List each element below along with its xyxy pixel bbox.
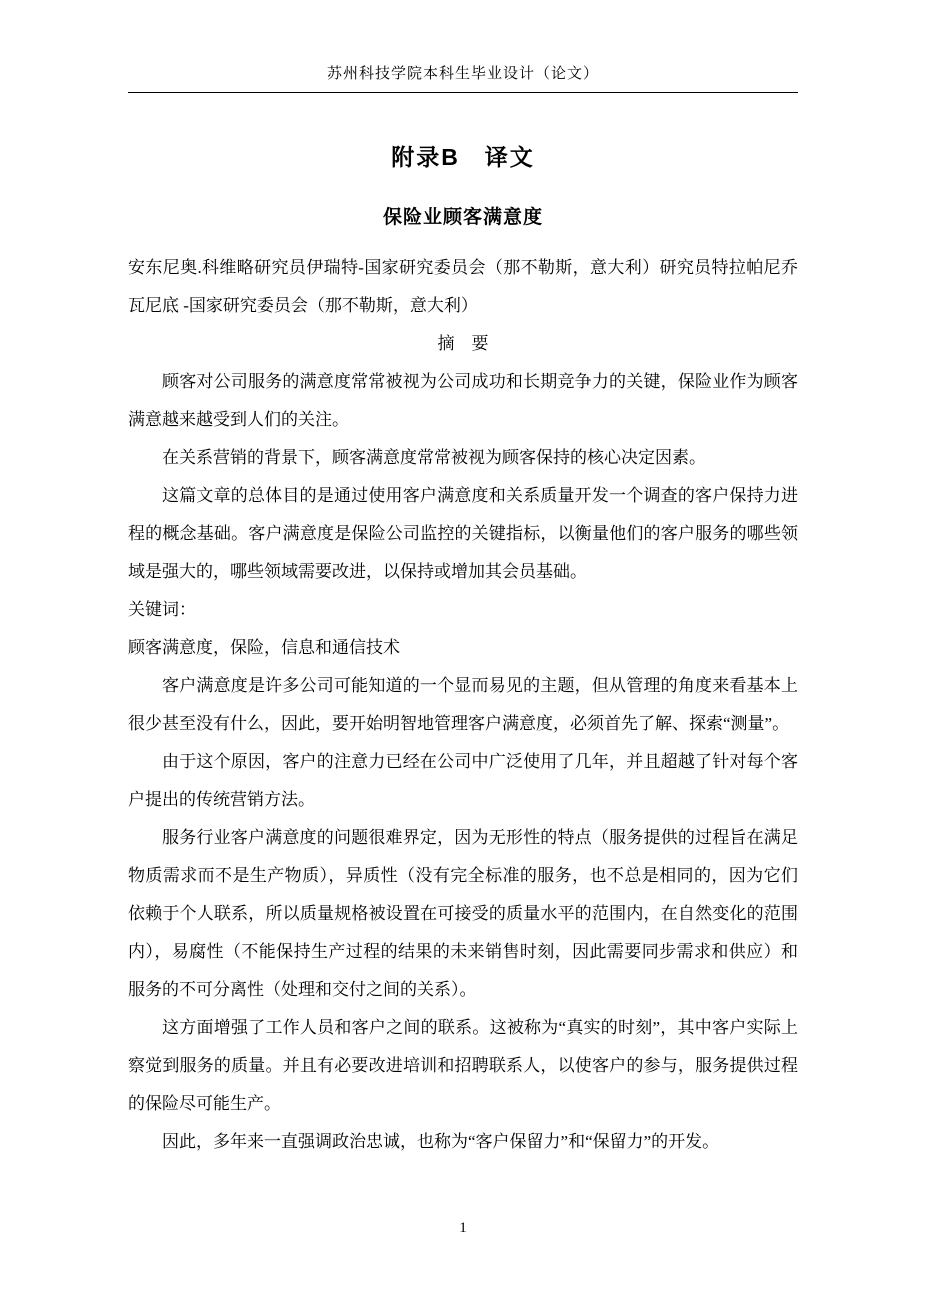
- body-paragraph: 这方面增强了工作人员和客户之间的联系。这被称为“真实的时刻”，其中客户实际上察觉到服务的质量。并且有必要改进培训和招聘联系人，以使客户的参与，服务提供过程的保险尽可能生产。: [128, 1018, 798, 1113]
- header-title: 苏州科技学院本科生毕业设计（论文）: [326, 66, 599, 82]
- authors-line: 安东尼奥.科维略研究员伊瑞特-国家研究委员会（那不勒斯，意大利）研究员特拉帕尼乔瓦尼底 -国家研究委员会（那不勒斯，意大利）: [128, 258, 798, 315]
- abstract-paragraph: 顾客对公司服务的满意度常常被视为公司成功和长期竞争力的关键，保险业作为顾客满意越来越受到人们的关注。: [128, 372, 798, 429]
- keywords-line: 顾客满意度，保险，信息和通信技术: [128, 638, 400, 657]
- page-header: [128, 62, 798, 93]
- document-body: [128, 249, 798, 1161]
- abstract-paragraph: 在关系营销的背景下，顾客满意度常常被视为顾客保持的核心决定因素。: [162, 448, 706, 467]
- keywords-label: 关键词：: [128, 600, 196, 619]
- body-paragraph: 由于这个原因，客户的注意力已经在公司中广泛使用了几年，并且超越了针对每个客户提出的传统营销方法。: [128, 752, 798, 809]
- body-paragraph: 客户满意度是许多公司可能知道的一个显而易见的主题，但从管理的角度来看基本上很少甚至没有什么，因此，要开始明智地管理客户满意度，必须首先了解、探索“测量”。: [128, 676, 798, 733]
- abstract-heading: 摘 要: [437, 334, 489, 353]
- abstract-paragraph: 这篇文章的总体目的是通过使用客户满意度和关系质量开发一个调查的客户保持力进程的概念基础。客户满意度是保险公司监控的关键指标，以衡量他们的客户服务的哪些领域是强大的，哪些领域需要改进，以保持或增加其会员基础。: [128, 486, 798, 581]
- page-number: 1: [459, 1220, 467, 1236]
- document-subtitle: 保险业顾客满意度: [382, 207, 543, 228]
- appendix-title: 附录B 译文: [391, 144, 535, 170]
- body-paragraph: 因此，多年来一直强调政治忠诚，也称为“客户保留力”和“保留力”的开发。: [162, 1132, 720, 1151]
- body-paragraph: 服务行业客户满意度的问题很难界定，因为无形性的特点（服务提供的过程旨在满足物质需求而不是生产物质），异质性（没有完全标准的服务，也不总是相同的，因为它们依赖于个人联系，所以质量规格被设置在可接受的质量水平的范围内，在自然变化的范围内），易腐性（不能保持生产过程的结果的未来销售时刻，因此需要同步需求和供应）和服务的不可分离性（处理和交付之间的关系）。: [128, 828, 798, 999]
